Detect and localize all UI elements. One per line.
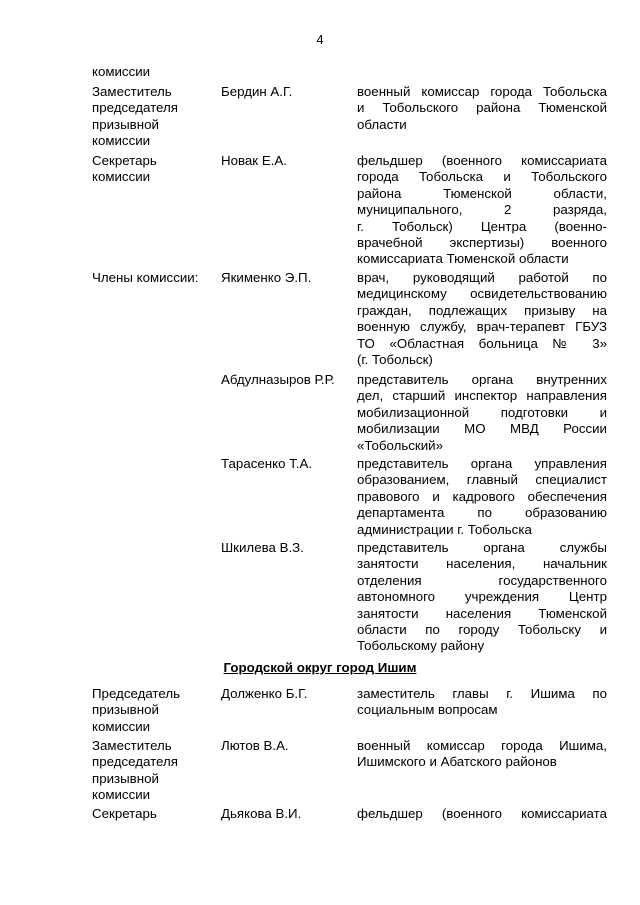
description-line: врач, руководящий работой по bbox=[357, 270, 607, 285]
description-line: граждан, подлежащих призыву на bbox=[357, 302, 607, 318]
description-line: (г. Тобольск) bbox=[357, 351, 433, 367]
description-line: автономного учреждения Центр bbox=[357, 589, 607, 605]
role-cell: Заместитель председателя призывной комиссии bbox=[92, 84, 178, 149]
name-cell: Новак Е.А. bbox=[221, 153, 287, 168]
role-cell: Члены комиссии: bbox=[92, 270, 199, 285]
description-cell bbox=[357, 738, 607, 771]
description-line: военный комиссар города Тобольска bbox=[357, 84, 607, 99]
description-line: занятости населения, начальник bbox=[357, 556, 607, 572]
description-cell bbox=[357, 372, 607, 454]
description-line: врачебной экспертизы) военного bbox=[357, 234, 607, 250]
continuation-text: комиссии bbox=[92, 64, 151, 79]
description-line: военную службу, врач-терапевт ГБУЗ bbox=[357, 319, 607, 335]
description-cell bbox=[357, 540, 607, 655]
name-cell: Бердин А.Г. bbox=[221, 84, 293, 99]
description-line: представитель органа внутренних bbox=[357, 372, 607, 387]
description-line: мобилизационной подготовки и bbox=[357, 404, 607, 420]
description-line: дел, старший инспектор направления bbox=[357, 388, 607, 404]
name-cell: Лютов В.А. bbox=[221, 738, 289, 753]
description-line: представитель органа управления bbox=[357, 456, 607, 471]
description-line: города Тобольска и Тобольского bbox=[357, 169, 607, 185]
description-line: и Тобольского района Тюменской bbox=[357, 100, 607, 116]
description-line: медицинскому освидетельствованию bbox=[357, 286, 607, 302]
role-cell: Секретарь комиссии bbox=[92, 153, 157, 185]
description-cell bbox=[357, 153, 607, 268]
description-cell bbox=[357, 270, 607, 368]
description-line: занятости населения Тюменской bbox=[357, 605, 607, 621]
description-line: г. Тобольск) Центра (военно- bbox=[357, 218, 607, 234]
description-line: ТО «Областная больница № 3» bbox=[357, 335, 607, 351]
description-line: муниципального, 2 разряда, bbox=[357, 202, 607, 218]
description-line: «Тобольский» bbox=[357, 437, 443, 453]
role-cell: Секретарь bbox=[92, 806, 157, 821]
name-cell: Якименко Э.П. bbox=[221, 270, 312, 285]
description-cell bbox=[357, 456, 607, 538]
description-line: департамента по образованию bbox=[357, 505, 607, 521]
name-cell: Дьякова В.И. bbox=[221, 806, 302, 821]
description-line: комиссариата Тюменской области bbox=[357, 251, 569, 267]
section-title: Городской округ город Ишим bbox=[223, 660, 417, 675]
description-line: мобилизации МО МВД России bbox=[357, 421, 607, 437]
role-cell: Заместитель председателя призывной комиссии bbox=[92, 738, 178, 803]
description-line: военный комиссар города Ишима, bbox=[357, 738, 607, 753]
description-line: заместитель главы г. Ишима по bbox=[357, 686, 607, 701]
description-cell bbox=[357, 84, 607, 133]
description-cell bbox=[357, 686, 607, 719]
name-cell: Абдулназыров Р.Р. bbox=[221, 372, 335, 387]
page-number: 4 bbox=[316, 32, 324, 47]
description-line: образованием, главный специалист bbox=[357, 472, 607, 488]
description-line: администрации г. Тобольска bbox=[357, 521, 532, 537]
name-cell: Тарасенко Т.А. bbox=[221, 456, 313, 471]
description-line: Тобольскому району bbox=[357, 638, 485, 654]
name-cell: Шкилева В.З. bbox=[221, 540, 304, 555]
description-line: отделения государственного bbox=[357, 572, 607, 588]
description-cell bbox=[357, 806, 607, 822]
description-line: Ишимского и Абатского районов bbox=[357, 754, 557, 770]
description-line: области bbox=[357, 116, 407, 132]
description-line: представитель органа службы bbox=[357, 540, 607, 555]
description-line: области по городу Тобольску и bbox=[357, 621, 607, 637]
role-cell: Председатель призывной комиссии bbox=[92, 686, 181, 734]
description-line: фельдшер (военного комиссариата bbox=[357, 153, 607, 168]
description-line: фельдшер (военного комиссариата bbox=[357, 806, 607, 821]
name-cell: Долженко Б.Г. bbox=[221, 686, 308, 701]
description-line: социальным вопросам bbox=[357, 702, 498, 718]
description-line: правового и кадрового обеспечения bbox=[357, 488, 607, 504]
description-line: района Тюменской области, bbox=[357, 185, 607, 201]
